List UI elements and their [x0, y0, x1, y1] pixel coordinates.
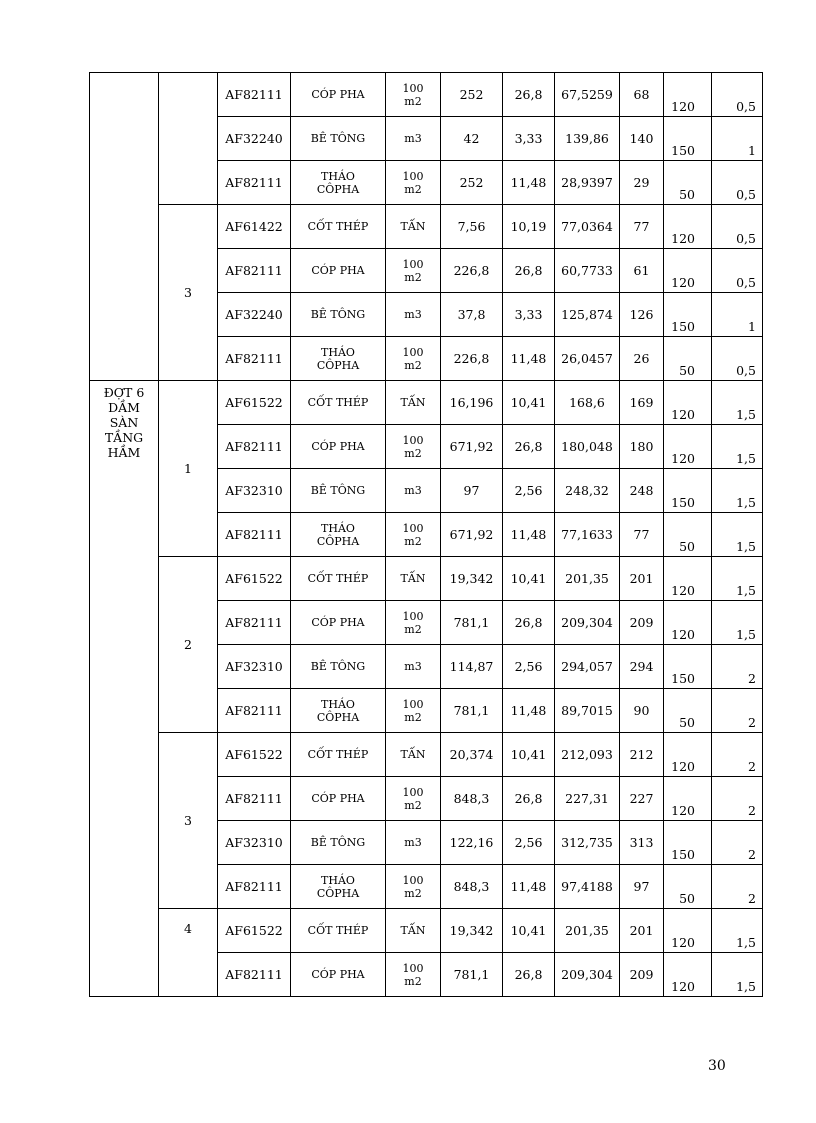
- work-item-cell: [291, 689, 386, 733]
- unit-cell: [386, 513, 441, 557]
- norm-code-cell: AF82111: [218, 865, 291, 909]
- rate-cell: 10,41: [503, 909, 555, 953]
- rate-cell: 2,56: [503, 469, 555, 513]
- rate-cell: 26,8: [503, 249, 555, 293]
- workers-cell: 120: [664, 557, 712, 601]
- rounded-value-cell: 313: [620, 821, 664, 865]
- group-label-cell: [90, 381, 159, 997]
- norm-code-cell: AF82111: [218, 73, 291, 117]
- calc-value-cell: 28,9397: [555, 161, 620, 205]
- unit-line: TẤN: [400, 748, 426, 761]
- sub-number-cell: 3: [159, 205, 218, 381]
- work-item-line: CÓP PHA: [311, 968, 365, 981]
- work-item-cell: [291, 337, 386, 381]
- group-label-line: SÀN: [109, 415, 139, 430]
- workers-cell: 50: [664, 689, 712, 733]
- table-row: [90, 381, 763, 425]
- norm-code-cell: AF61522: [218, 557, 291, 601]
- norm-code-cell: AF82111: [218, 777, 291, 821]
- work-item-cell: [291, 953, 386, 997]
- rounded-value-cell: 227: [620, 777, 664, 821]
- rate-cell: 2,56: [503, 645, 555, 689]
- work-item-cell: [291, 161, 386, 205]
- work-item-line: CÓP PHA: [311, 440, 365, 453]
- table-row: [90, 909, 763, 953]
- calc-value-cell: 77,0364: [555, 205, 620, 249]
- rounded-value-cell: 77: [620, 513, 664, 557]
- duration-cell: 2: [712, 777, 763, 821]
- quantity-cell: 671,92: [441, 513, 503, 557]
- table-row: [90, 73, 763, 117]
- workers-cell: 120: [664, 205, 712, 249]
- quantity-cell: 226,8: [441, 249, 503, 293]
- duration-cell: 0,5: [712, 161, 763, 205]
- calc-value-cell: 26,0457: [555, 337, 620, 381]
- unit-line: TẤN: [400, 924, 426, 937]
- unit-cell: [386, 117, 441, 161]
- duration-cell: 0,5: [712, 337, 763, 381]
- quantity-cell: 114,87: [441, 645, 503, 689]
- work-item-line: BÊ TÔNG: [310, 660, 366, 673]
- work-item-cell: [291, 381, 386, 425]
- sub-cell-continued: [159, 73, 218, 205]
- calc-value-cell: 125,874: [555, 293, 620, 337]
- work-item-line: THÁO: [321, 697, 355, 711]
- rounded-value-cell: 209: [620, 601, 664, 645]
- rounded-value-cell: 209: [620, 953, 664, 997]
- calc-value-cell: 312,735: [555, 821, 620, 865]
- work-item-line: CÔPHA: [316, 182, 360, 196]
- unit-line: m2: [404, 446, 422, 460]
- unit-line: 100: [402, 873, 424, 887]
- unit-line: m3: [404, 836, 422, 849]
- norm-code-cell: AF82111: [218, 249, 291, 293]
- work-item-cell: [291, 469, 386, 513]
- work-item-cell: [291, 909, 386, 953]
- unit-line: m2: [404, 798, 422, 812]
- quantity-cell: 252: [441, 73, 503, 117]
- group-label-line: HẦM: [107, 445, 141, 460]
- duration-cell: 1,5: [712, 953, 763, 997]
- norm-code-cell: AF61522: [218, 381, 291, 425]
- calc-value-cell: 139,86: [555, 117, 620, 161]
- work-item-line: THÁO: [321, 873, 355, 887]
- unit-line: 100: [402, 169, 424, 183]
- rounded-value-cell: 61: [620, 249, 664, 293]
- work-item-cell: [291, 733, 386, 777]
- unit-line: TẤN: [400, 396, 426, 409]
- sub-number-cell: 1: [159, 381, 218, 557]
- unit-cell: [386, 953, 441, 997]
- unit-cell: [386, 821, 441, 865]
- duration-cell: 1,5: [712, 469, 763, 513]
- workers-cell: 120: [664, 381, 712, 425]
- norm-code-cell: AF82111: [218, 601, 291, 645]
- rounded-value-cell: 68: [620, 73, 664, 117]
- unit-line: m2: [404, 974, 422, 988]
- work-item-cell: [291, 601, 386, 645]
- workers-cell: 150: [664, 469, 712, 513]
- duration-cell: 1: [712, 117, 763, 161]
- quantity-cell: 42: [441, 117, 503, 161]
- unit-line: 100: [402, 521, 424, 535]
- unit-line: m3: [404, 308, 422, 321]
- rate-cell: 26,8: [503, 425, 555, 469]
- quantity-cell: 781,1: [441, 689, 503, 733]
- norm-code-cell: AF32310: [218, 469, 291, 513]
- unit-line: m2: [404, 710, 422, 724]
- quantity-cell: 781,1: [441, 953, 503, 997]
- unit-line: 100: [402, 257, 424, 271]
- work-item-line: BÊ TÔNG: [310, 484, 366, 497]
- rounded-value-cell: 169: [620, 381, 664, 425]
- unit-line: m2: [404, 358, 422, 372]
- rounded-value-cell: 77: [620, 205, 664, 249]
- unit-line: TẤN: [400, 220, 426, 233]
- unit-line: 100: [402, 345, 424, 359]
- rate-cell: 10,41: [503, 733, 555, 777]
- table-body: [90, 73, 763, 997]
- calc-value-cell: 209,304: [555, 601, 620, 645]
- group-label-line: TẦNG: [104, 430, 144, 445]
- unit-line: 100: [402, 697, 424, 711]
- quantity-cell: 226,8: [441, 337, 503, 381]
- rate-cell: 11,48: [503, 865, 555, 909]
- rate-cell: 10,41: [503, 381, 555, 425]
- rounded-value-cell: 26: [620, 337, 664, 381]
- quantity-cell: 7,56: [441, 205, 503, 249]
- work-item-line: BÊ TÔNG: [310, 132, 366, 145]
- unit-cell: [386, 601, 441, 645]
- workers-cell: 120: [664, 601, 712, 645]
- norm-code-cell: AF32310: [218, 645, 291, 689]
- work-item-line: BÊ TÔNG: [310, 836, 366, 849]
- unit-line: m2: [404, 182, 422, 196]
- workers-cell: 120: [664, 733, 712, 777]
- unit-cell: [386, 645, 441, 689]
- quantity-cell: 122,16: [441, 821, 503, 865]
- work-item-cell: [291, 73, 386, 117]
- work-item-line: CÓP PHA: [311, 88, 365, 101]
- quantity-cell: 848,3: [441, 865, 503, 909]
- quantity-cell: 19,342: [441, 557, 503, 601]
- duration-cell: 1,5: [712, 909, 763, 953]
- work-item-line: THÁO: [321, 521, 355, 535]
- calc-value-cell: 201,35: [555, 557, 620, 601]
- norm-code-cell: AF61422: [218, 205, 291, 249]
- unit-cell: [386, 425, 441, 469]
- rate-cell: 3,33: [503, 117, 555, 161]
- workers-cell: 120: [664, 777, 712, 821]
- rounded-value-cell: 201: [620, 557, 664, 601]
- unit-cell: [386, 469, 441, 513]
- work-item-cell: [291, 513, 386, 557]
- quantity-cell: 19,342: [441, 909, 503, 953]
- quantity-cell: 252: [441, 161, 503, 205]
- workers-cell: 150: [664, 117, 712, 161]
- work-item-cell: [291, 205, 386, 249]
- rounded-value-cell: 180: [620, 425, 664, 469]
- unit-cell: [386, 249, 441, 293]
- calc-value-cell: 60,7733: [555, 249, 620, 293]
- workers-cell: 50: [664, 337, 712, 381]
- quantity-cell: 781,1: [441, 601, 503, 645]
- norm-code-cell: AF61522: [218, 909, 291, 953]
- rounded-value-cell: 212: [620, 733, 664, 777]
- rate-cell: 11,48: [503, 337, 555, 381]
- unit-line: m3: [404, 132, 422, 145]
- norm-table: [89, 72, 763, 997]
- workers-cell: 120: [664, 425, 712, 469]
- rate-cell: 26,8: [503, 777, 555, 821]
- unit-line: m2: [404, 622, 422, 636]
- workers-cell: 150: [664, 293, 712, 337]
- unit-cell: [386, 865, 441, 909]
- workers-cell: 120: [664, 249, 712, 293]
- duration-cell: 1,5: [712, 513, 763, 557]
- duration-cell: 0,5: [712, 205, 763, 249]
- work-item-line: CÔPHA: [316, 710, 360, 724]
- unit-line: m2: [404, 886, 422, 900]
- norm-code-cell: AF82111: [218, 425, 291, 469]
- calc-value-cell: 294,057: [555, 645, 620, 689]
- rounded-value-cell: 294: [620, 645, 664, 689]
- calc-value-cell: 227,31: [555, 777, 620, 821]
- table-row: [90, 557, 763, 601]
- work-item-cell: [291, 293, 386, 337]
- norm-code-cell: AF32310: [218, 821, 291, 865]
- rate-cell: 11,48: [503, 161, 555, 205]
- work-item-cell: [291, 249, 386, 293]
- quantity-cell: 97: [441, 469, 503, 513]
- duration-cell: 2: [712, 645, 763, 689]
- calc-value-cell: 97,4188: [555, 865, 620, 909]
- norm-code-cell: AF82111: [218, 161, 291, 205]
- rate-cell: 26,8: [503, 953, 555, 997]
- work-item-line: THÁO: [321, 169, 355, 183]
- work-item-line: CÓP PHA: [311, 264, 365, 277]
- unit-line: 100: [402, 609, 424, 623]
- rate-cell: 2,56: [503, 821, 555, 865]
- group-cell-continued: [90, 73, 159, 381]
- unit-line: 100: [402, 81, 424, 95]
- norm-code-cell: AF82111: [218, 337, 291, 381]
- calc-value-cell: 248,32: [555, 469, 620, 513]
- work-item-line: CỐT THÉP: [307, 396, 369, 409]
- unit-line: 100: [402, 961, 424, 975]
- duration-cell: 2: [712, 865, 763, 909]
- quantity-cell: 16,196: [441, 381, 503, 425]
- work-item-cell: [291, 645, 386, 689]
- rounded-value-cell: 140: [620, 117, 664, 161]
- rounded-value-cell: 248: [620, 469, 664, 513]
- duration-cell: 2: [712, 733, 763, 777]
- duration-cell: 1,5: [712, 381, 763, 425]
- work-item-line: CỐT THÉP: [307, 572, 369, 585]
- unit-line: m2: [404, 534, 422, 548]
- unit-line: 100: [402, 785, 424, 799]
- calc-value-cell: 212,093: [555, 733, 620, 777]
- duration-cell: 2: [712, 689, 763, 733]
- unit-line: m2: [404, 94, 422, 108]
- unit-cell: [386, 337, 441, 381]
- duration-cell: 1,5: [712, 425, 763, 469]
- work-item-cell: [291, 425, 386, 469]
- unit-cell: [386, 733, 441, 777]
- calc-value-cell: 180,048: [555, 425, 620, 469]
- unit-line: 100: [402, 433, 424, 447]
- workers-cell: 120: [664, 909, 712, 953]
- norm-code-cell: AF32240: [218, 293, 291, 337]
- work-item-line: CÔPHA: [316, 886, 360, 900]
- page-number: 30: [708, 1058, 726, 1074]
- sub-number-cell: 2: [159, 557, 218, 733]
- norm-code-cell: AF82111: [218, 689, 291, 733]
- unit-cell: [386, 557, 441, 601]
- unit-cell: [386, 205, 441, 249]
- work-item-line: CỐT THÉP: [307, 748, 369, 761]
- calc-value-cell: 201,35: [555, 909, 620, 953]
- duration-cell: 0,5: [712, 73, 763, 117]
- quantity-cell: 37,8: [441, 293, 503, 337]
- unit-cell: [386, 73, 441, 117]
- workers-cell: 50: [664, 161, 712, 205]
- work-item-line: CÓP PHA: [311, 616, 365, 629]
- unit-cell: [386, 777, 441, 821]
- rounded-value-cell: 126: [620, 293, 664, 337]
- group-label-line: DẦM: [108, 400, 140, 415]
- unit-line: m3: [404, 484, 422, 497]
- unit-line: m3: [404, 660, 422, 673]
- calc-value-cell: 209,304: [555, 953, 620, 997]
- sub-number-cell: 3: [159, 733, 218, 909]
- norm-code-cell: AF32240: [218, 117, 291, 161]
- rate-cell: 26,8: [503, 73, 555, 117]
- duration-cell: 0,5: [712, 249, 763, 293]
- workers-cell: 50: [664, 865, 712, 909]
- calc-value-cell: 77,1633: [555, 513, 620, 557]
- work-item-line: BÊ TÔNG: [310, 308, 366, 321]
- norm-code-cell: AF61522: [218, 733, 291, 777]
- rate-cell: 11,48: [503, 689, 555, 733]
- work-item-cell: [291, 865, 386, 909]
- rate-cell: 26,8: [503, 601, 555, 645]
- calc-value-cell: 67,5259: [555, 73, 620, 117]
- work-item-line: CỐT THÉP: [307, 220, 369, 233]
- unit-cell: [386, 381, 441, 425]
- duration-cell: 1,5: [712, 557, 763, 601]
- sub-number-cell: 4: [159, 909, 218, 997]
- norm-code-cell: AF82111: [218, 513, 291, 557]
- rate-cell: 10,19: [503, 205, 555, 249]
- rounded-value-cell: 201: [620, 909, 664, 953]
- work-item-cell: [291, 557, 386, 601]
- work-item-line: CÔPHA: [316, 534, 360, 548]
- quantity-cell: 20,374: [441, 733, 503, 777]
- rounded-value-cell: 97: [620, 865, 664, 909]
- workers-cell: 150: [664, 645, 712, 689]
- group-label-line: ĐỢT 6: [103, 385, 145, 400]
- rounded-value-cell: 90: [620, 689, 664, 733]
- table-row: [90, 205, 763, 249]
- work-item-line: CỐT THÉP: [307, 924, 369, 937]
- workers-cell: 120: [664, 953, 712, 997]
- work-item-cell: [291, 117, 386, 161]
- workers-cell: 120: [664, 73, 712, 117]
- work-item-cell: [291, 821, 386, 865]
- quantity-cell: 848,3: [441, 777, 503, 821]
- unit-cell: [386, 293, 441, 337]
- unit-cell: [386, 689, 441, 733]
- table-row: [90, 733, 763, 777]
- duration-cell: 1: [712, 293, 763, 337]
- duration-cell: 2: [712, 821, 763, 865]
- unit-line: TẤN: [400, 572, 426, 585]
- workers-cell: 50: [664, 513, 712, 557]
- norm-code-cell: AF82111: [218, 953, 291, 997]
- calc-value-cell: 168,6: [555, 381, 620, 425]
- unit-cell: [386, 161, 441, 205]
- work-item-line: CÔPHA: [316, 358, 360, 372]
- duration-cell: 1,5: [712, 601, 763, 645]
- rate-cell: 3,33: [503, 293, 555, 337]
- rate-cell: 11,48: [503, 513, 555, 557]
- unit-line: m2: [404, 270, 422, 284]
- rounded-value-cell: 29: [620, 161, 664, 205]
- workers-cell: 150: [664, 821, 712, 865]
- unit-cell: [386, 909, 441, 953]
- quantity-cell: 671,92: [441, 425, 503, 469]
- rate-cell: 10,41: [503, 557, 555, 601]
- work-item-line: THÁO: [321, 345, 355, 359]
- work-item-line: CÓP PHA: [311, 792, 365, 805]
- work-item-cell: [291, 777, 386, 821]
- calc-value-cell: 89,7015: [555, 689, 620, 733]
